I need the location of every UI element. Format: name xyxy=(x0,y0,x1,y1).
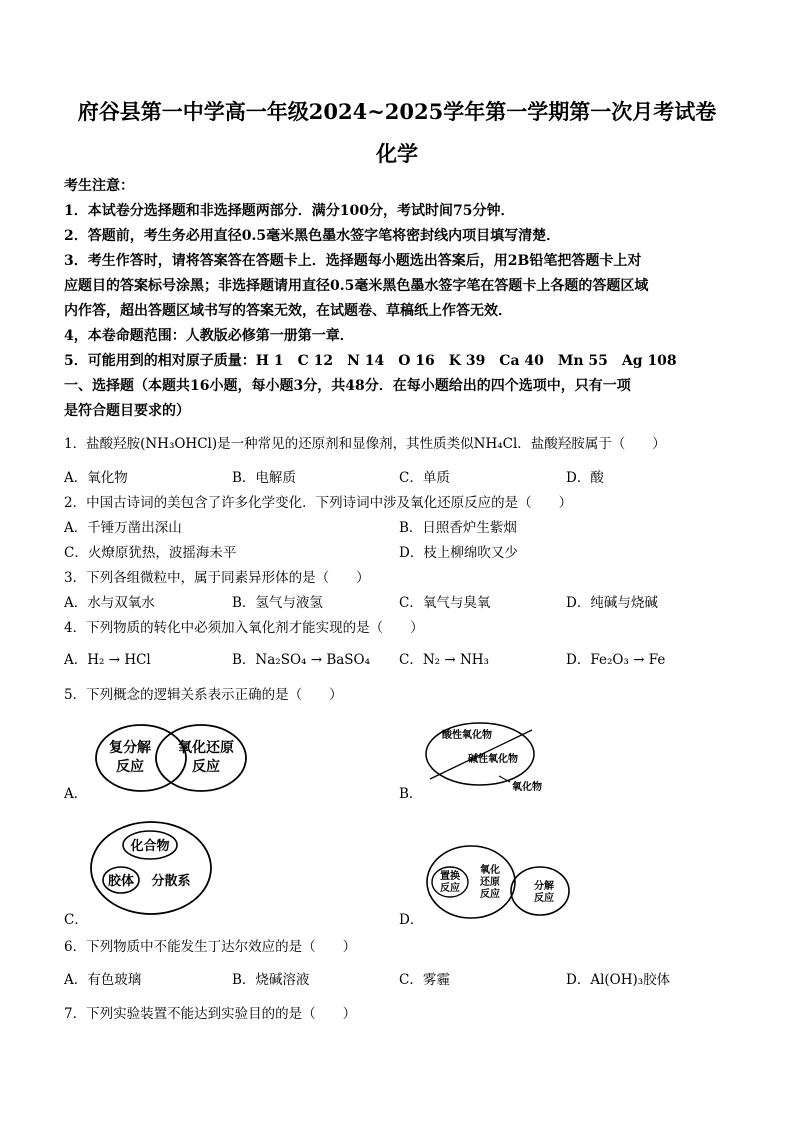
q1-stem-b: 是一种常见的还原剂和显像剂，其性质类似 xyxy=(217,436,474,452)
q3-option-b: B．氢气与液氢 xyxy=(232,595,323,611)
q3-option-d: D．纯碱与烧碱 xyxy=(566,595,658,611)
question-4-stem: 4．下列物质的转化中必须加入氧化剂才能实现的是（ ） xyxy=(64,620,424,636)
q6-option-a: A．有色玻璃 xyxy=(64,972,142,988)
q1-formula-a: (NH₃OHCl) xyxy=(140,436,218,452)
diagram-c-outer-label: 分散系 xyxy=(151,874,191,889)
q1-stem-a: 1．盐酸羟胺 xyxy=(64,436,141,452)
q1-formula-b: NH₄Cl xyxy=(473,436,518,452)
diagram-d-right-label-2: 反应 xyxy=(534,893,554,904)
q5-option-d-letter: D． xyxy=(399,912,424,928)
exam-title: 府谷县第一中学高一年级2024~2025学年第一学期第一次月考试卷 xyxy=(77,99,717,124)
q6-option-b: B．烧碱溶液 xyxy=(232,972,310,988)
section-heading-cont: 是符合题目要求的） xyxy=(64,403,190,419)
q2-option-c: C．火燎原犹热，波摇海未平 xyxy=(64,545,237,561)
diagram-c-outer-circle xyxy=(91,822,211,914)
q5-diagram-a xyxy=(88,718,248,798)
question-1-stem xyxy=(64,432,666,452)
question-5-stem: 5．下列概念的逻辑关系表示正确的是（ ） xyxy=(64,687,343,703)
diagram-b-outer-label: 氧化物 xyxy=(512,782,542,793)
notice-line-3: 3．考生作答时，请将答案答在答题卡上．选择题每小题选出答案后，用2B铅笔把答题卡上对 xyxy=(64,253,642,269)
diagram-c-inner-label: 化合物 xyxy=(130,839,170,854)
q1-option-b: B．电解质 xyxy=(232,470,296,486)
q1-option-c: C．单质 xyxy=(399,470,450,486)
q2-option-a: A．千锤万凿出深山 xyxy=(64,520,182,536)
section-heading: 一、选择题（本题共16小题，每小题3分，共48分．在每小题给出的四个选项中，只有一项 xyxy=(64,378,631,394)
notice-line-2: 2．答题前，考生务必用直径0.5毫米黑色墨水签字笔将密封线内项目填写清楚． xyxy=(64,228,561,244)
diagram-d-right-label-1: 分解 xyxy=(534,881,554,892)
q5-option-b-letter: B． xyxy=(399,786,423,802)
q5-diagram-c xyxy=(88,818,218,918)
notice-line-4: 4，本卷命题范围：人教版必修第一册第一章． xyxy=(64,328,354,344)
diagram-d-mid-label-2: 还原 xyxy=(480,877,500,888)
q1-option-a: A．氧化物 xyxy=(64,470,128,486)
notice-line-5: 5．可能用到的相对原子质量：H 1 C 12 N 14 O 16 K 39 Ca 40 Mn 55 Ag 108 xyxy=(64,353,677,369)
diagram-a-right-circle xyxy=(156,725,246,791)
q1-stem-c: ．盐酸羟胺属于（ ） xyxy=(517,436,666,452)
diagram-d-mid-label-1: 氧化 xyxy=(480,865,500,876)
diagram-d-inner-label-1: 置换 xyxy=(440,871,460,882)
diagram-d-middle-circle xyxy=(427,846,515,918)
question-2-stem: 2．中国古诗词的美包含了许多化学变化．下列诗词中涉及氧化还原反应的是（ ） xyxy=(64,495,573,511)
diagram-b-bottom-label: 碱性氧化物 xyxy=(468,754,518,765)
q4-option-a: A．H₂ → HCl xyxy=(64,652,151,668)
q5-option-a-letter: A． xyxy=(64,786,88,802)
notice-line-3-cont: 应题目的答案标号涂黑；非选择题请用直径0.5毫米黑色墨水签字笔在答题卡上各题的答题区域 xyxy=(64,278,649,294)
diagram-a-right-label-1: 氧化还原 xyxy=(178,740,234,756)
q5-diagram-b xyxy=(424,718,564,796)
q2-option-d: D．枝上柳绵吹又少 xyxy=(399,545,518,561)
diagram-d-inner-label-2: 反应 xyxy=(440,883,460,894)
q4-option-d: D．Fe₂O₃ → Fe xyxy=(566,652,666,668)
diagram-a-right-label-2: 反应 xyxy=(192,759,220,775)
q6-option-d: D．Al(OH)₃胶体 xyxy=(566,972,671,988)
q6-option-c: C．雾霾 xyxy=(399,972,450,988)
q5-option-c-letter: C． xyxy=(64,912,88,928)
diagram-d-mid-label-3: 反应 xyxy=(480,889,500,900)
question-6-stem: 6．下列物质中不能发生丁达尔效应的是（ ） xyxy=(64,939,357,955)
q4-option-c: C．N₂ → NH₃ xyxy=(399,652,489,668)
notice-line-3-end: 内作答，超出答题区域书写的答案无效，在试题卷、草稿纸上作答无效． xyxy=(64,303,512,319)
q1-option-d: D．酸 xyxy=(566,470,604,486)
notice-heading: 考生注意： xyxy=(64,178,134,194)
q3-option-a: A．水与双氧水 xyxy=(64,595,155,611)
diagram-c-small-label: 胶体 xyxy=(107,874,135,889)
q5-diagram-d xyxy=(424,842,574,922)
diagram-b-top-label: 酸性氧化物 xyxy=(442,730,492,741)
q3-option-c: C．氧气与臭氧 xyxy=(399,595,491,611)
diagram-a-left-label-1: 复分解 xyxy=(109,740,151,756)
question-7-stem: 7．下列实验装置不能达到实验目的的是（ ） xyxy=(64,1006,357,1022)
q2-option-b: B．日照香炉生紫烟 xyxy=(399,520,517,536)
q4-option-b: B．Na₂SO₄ → BaSO₄ xyxy=(232,652,371,668)
notice-line-1: 1．本试卷分选择题和非选择题两部分．满分100分，考试时间75分钟． xyxy=(64,203,515,219)
question-3-stem: 3．下列各组微粒中，属于同素异形体的是（ ） xyxy=(64,570,370,586)
diagram-a-left-circle xyxy=(96,725,186,791)
diagram-a-left-label-2: 反应 xyxy=(116,759,144,775)
exam-subject: 化学 xyxy=(376,141,418,166)
